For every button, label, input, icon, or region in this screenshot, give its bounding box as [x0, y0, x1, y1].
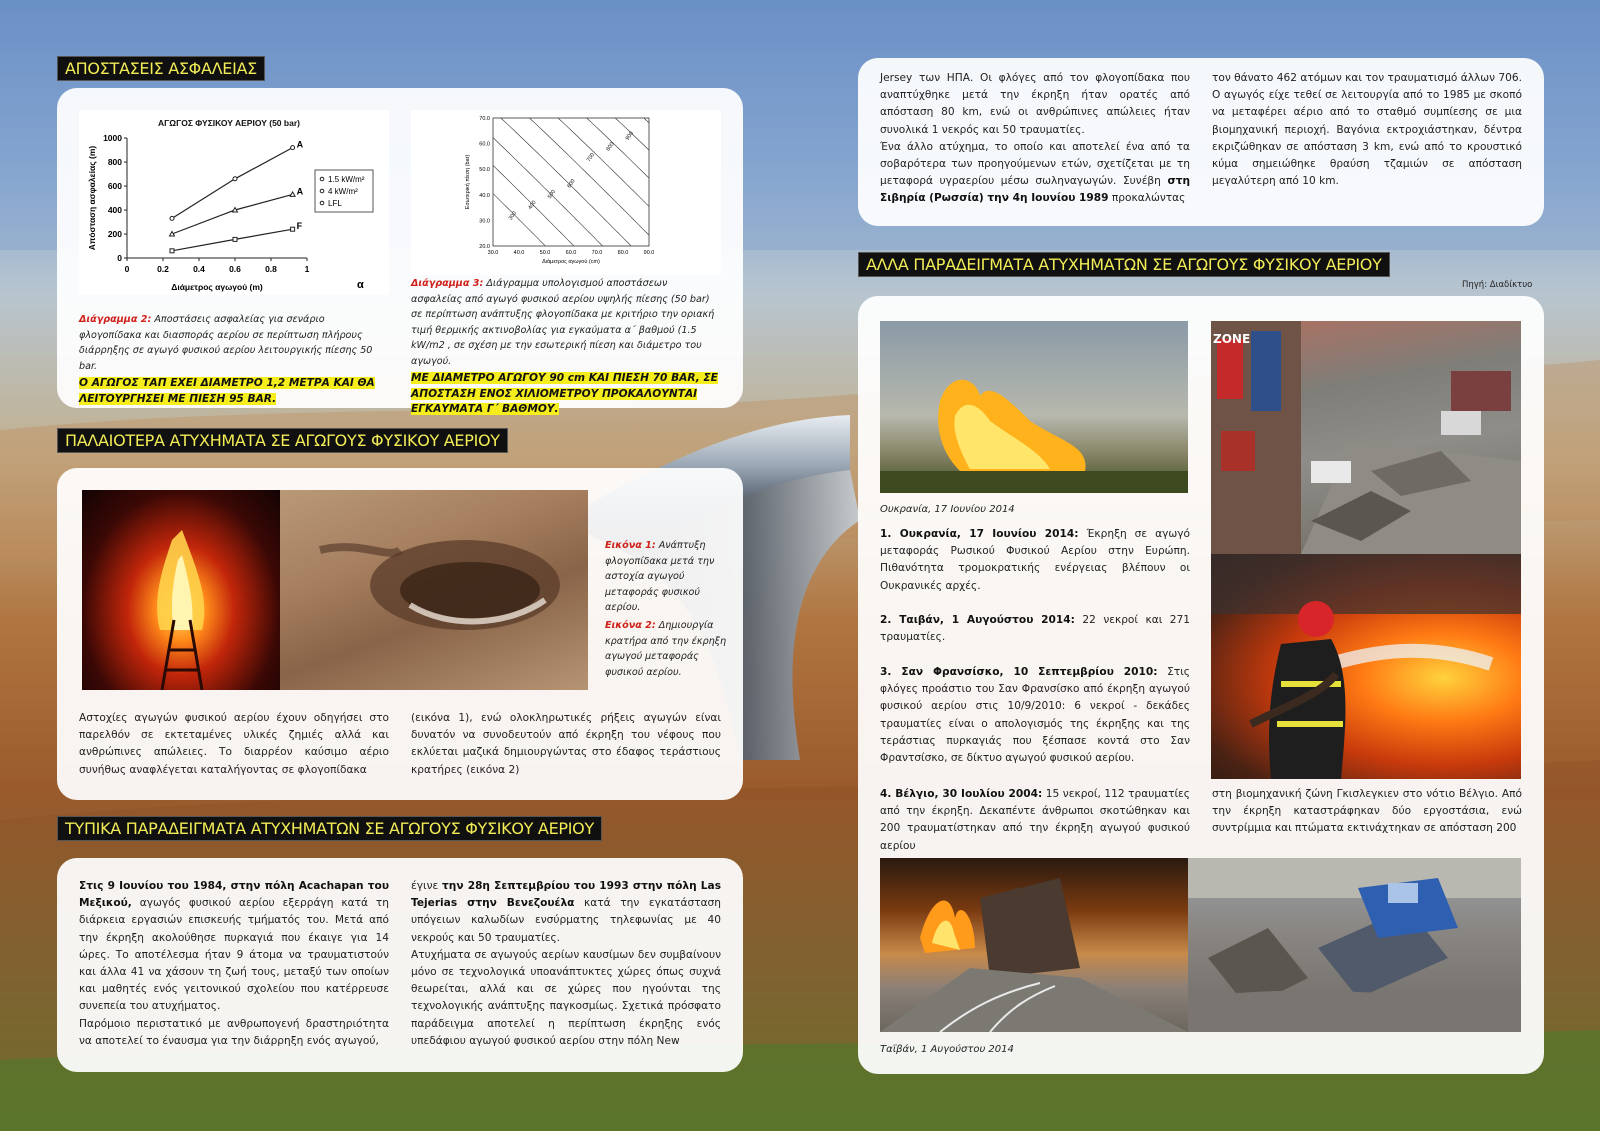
typical-p2: Παρόμοιο περιστατικό με ανθρωπογενή δραστηριότητα να αποτελεί το έναυσμα για την διάρρηξη ενός αγωγού,: [79, 1017, 389, 1047]
typical-examples-panel: [57, 858, 743, 1072]
heading-safety-distances: ΑΠΟΣΤΑΣΕΙΣ ΑΣΦΑΛΕΙΑΣ: [57, 56, 265, 81]
chart-1-legend-label: 1.5 kW/m²: [328, 175, 365, 184]
typical-p1-bold: Στις 9 Ιουνίου του 1984, στην πόλη Acachapan του Μεξικού,: [79, 880, 389, 910]
chart-2-contour-label: 600: [566, 178, 577, 190]
chart-2-contour-label: 300: [507, 210, 519, 222]
photo-taiwan-night-fire: [880, 858, 1188, 1032]
chart-2-ylabel: Εσωτερική πίεση (bar): [465, 154, 471, 210]
caption-ukraine: Ουκρανία, 17 Ιουνίου 2014: [880, 504, 1015, 515]
incident-1: [880, 526, 1190, 595]
typical-p3-bold: την 28η Σεπτεμβρίου του 1993 στην πόλη Las Tejerias στην Βενεζουέλα: [411, 880, 722, 910]
typical-p4: Ατυχήματα σε αγωγούς αερίων καυσίμων δεν συμβαίνουν μόνο σε τεχνολογικά υποανάπτυκτες χώρες όπως συχνά θεωρείται, αλλά και σε χώρες που ηγούνται της τεχνολογικής ανάπτυξης παγκοσμίως. Σχετικά πρόσφατο παράδειγμα αποτελεί η περίπτωση έκρηξης ενός υπεδάφιου αγωγού φυσικού αερίου στην πόλη New: [411, 948, 721, 1047]
top-right-col1: [880, 70, 1190, 208]
typical-p3-rest: κατά την εγκατάσταση υπόγειων καλωδίων ενσύρματης τηλεφωνίας με 40 νεκρούς και 50 τραυματίες.: [411, 897, 721, 944]
chart-1-legend-marker: [320, 201, 324, 205]
chart-1-legend-marker: [320, 177, 324, 181]
photo-crater: [280, 490, 588, 690]
chart-2-xtick-label: 50.0: [539, 250, 551, 256]
heading-other-examples: ΑΛΛΑ ΠΑΡΑΔΕΙΓΜΑΤΑ ΑΤΥΧΗΜΑΤΩΝ ΣΕ ΑΓΩΓΟΥΣ ΦΥΣΙΚΟΥ ΑΕΡΙΟΥ: [858, 252, 1390, 277]
chart-1-ytick-label: 600: [107, 181, 122, 191]
chart-diagram-3: [411, 110, 721, 275]
chart-1-end-label: A: [296, 139, 304, 150]
incident-1-text: Έκρηξη σε αγωγό μεταφοράς Ρωσικού Φυσικού Αερίου στην Ευρώπη. Πιθανότητα τρομοκρατικής ενέργειας βλέπουν οι Ουκρανικές αρχές.: [880, 528, 1190, 592]
chart-1-point: [233, 177, 237, 181]
chart-2-xtick-label: 70.0: [591, 250, 603, 256]
photo-taiwan-truck: [1188, 858, 1521, 1032]
caption-image-2-label: Εικόνα 2:: [605, 620, 656, 631]
top-right-col1-a: Jersey των ΗΠΑ. Οι φλόγες από τον φλογοπίδακα που αναπτύχθηκε μετά την έκρηξη ήταν ορατές από απόσταση 80 km, ενώ οι ανθρώπινες απώλειες ήταν συνολικά 1 νεκρός και 50 τραυματίες.: [880, 72, 1190, 136]
photo-taiwan-street: [1211, 321, 1521, 554]
typical-text-col2: [411, 878, 721, 1050]
chart-1-xtick-label: 0.4: [193, 264, 205, 274]
older-accidents-panel: [57, 468, 743, 800]
caption-image-1-text: Ανάπτυξη φλογοπίδακα μετά την αστοχία αγωγού μεταφοράς φυσικού αερίου.: [605, 540, 715, 613]
chart-2-contour-line: [493, 110, 649, 123]
typical-p3-pre: έγινε: [411, 880, 443, 892]
incident-4-title: 4. Βέλγιο, 30 Ιουλίου 2004:: [880, 788, 1043, 800]
chart-1-point: [233, 237, 237, 241]
chart-2-xtick-label: 80.0: [617, 250, 629, 256]
typical-text-col1: [79, 878, 389, 1050]
chart-diagram-2: [79, 110, 389, 295]
caption-diagram-3-label: Διάγραμμα 3:: [411, 278, 484, 289]
caption-diagram-2: [79, 312, 389, 407]
chart-2-xtick-label: 40.0: [513, 250, 525, 256]
caption-diagram-2-label: Διάγραμμα 2:: [79, 314, 152, 325]
caption-image-2-text: Δημιουργία κρατήρα από την έκρηξη αγωγού μεταφοράς φυσικού αερίου.: [605, 620, 727, 678]
chart-1-point: [291, 227, 295, 231]
chart-1-title: ΑΓΩΓΟΣ ΦΥΣΙΚΟΥ ΑΕΡΙΟΥ (50 bar): [158, 118, 300, 128]
chart-1-ytick-label: 800: [107, 157, 122, 167]
top-right-col1-bold: στη Σιβηρία (Ρωσσία) την 4η Ιουνίου 1989: [880, 175, 1190, 205]
chart-1-xlabel: Διάμετρος αγωγού (m): [171, 282, 263, 292]
belgium-continuation: στη βιομηχανική ζώνη Γκισλεγκιεν στο νότιο Βέλγιο. Από την έκρηξη καταστράφηκαν δύο εργοστάσια, ενώ συντρίμμια και πτώματα εκτινάχτηκαν σε απόσταση 200: [1212, 788, 1522, 835]
chart-1-ytick-label: 1000: [103, 133, 122, 143]
chart-1-end-label: F: [296, 221, 303, 232]
photo-firefighter: [1211, 554, 1521, 779]
chart-2-xtick-label: 90.0: [643, 250, 655, 256]
incident-4-text: 15 νεκροί, 112 τραυματίες από την έκρηξη. Δεκαπέντε άνθρωποι σκοτώθηκαν και 200 τραυματίστηκαν από την έκρηξη αγωγού φυσικού αερίου: [880, 788, 1190, 852]
chart-1-point: [170, 249, 174, 253]
top-right-col1-end: προκαλώντας: [1108, 192, 1186, 205]
chart-2-contour-label: 900: [624, 130, 636, 142]
chart-2-ytick-label: 40.0: [479, 192, 490, 199]
chart-2-ytick-label: 50.0: [479, 167, 490, 174]
chart-2-ytick-label: 30.0: [479, 218, 490, 225]
caption-image-1-label: Εικόνα 1:: [605, 540, 656, 551]
chart-1-ytick-label: 200: [107, 229, 122, 239]
chart-1-series-line-2: [172, 229, 293, 251]
older-text-col2: (εικόνα 1), ενώ ολοκληρωτικές ρήξεις αγωγών είναι δυνατόν να συνοδευτούν από έκρηξη του νέφους που εκλύεται μαζικά δημιουργώντας στο έδαφος τεράστιους κρατήρες (εικόνα 2): [411, 712, 721, 776]
chart-1-ytick-label: 400: [107, 205, 122, 215]
chart-1-point: [170, 232, 175, 237]
incident-2-title: 2. Ταιβάν, 1 Αυγούστου 2014:: [880, 614, 1075, 626]
safety-panel: [57, 88, 743, 415]
incident-2-text: 22 νεκροί και 271 τραυματίες.: [880, 614, 1190, 644]
chart-1-legend-label: LFL: [328, 199, 342, 208]
chart-1-ytick-label: 0: [117, 253, 122, 263]
chart-1-alpha-label: α: [357, 279, 364, 291]
fire-jet-shape: [82, 490, 280, 690]
chart-1-xtick-label: 0.8: [265, 264, 277, 274]
taiwan-street-scene: [1211, 321, 1521, 554]
chart-1-point: [233, 208, 238, 213]
chart-2-contour-label: 400: [527, 199, 538, 211]
heading-older-accidents: ΠΑΛΑΙΟΤΕΡΑ ΑΤΥΧΗΜΑΤΑ ΣΕ ΑΓΩΓΟΥΣ ΦΥΣΙΚΟΥ ΑΕΡΙΟΥ: [57, 428, 508, 453]
chart-1-xtick-label: 1: [304, 264, 310, 274]
chart-2-contour-label: 800: [605, 141, 616, 153]
chart-2-contour-label: 500: [546, 189, 558, 201]
chart-1-series-line-1: [172, 194, 293, 234]
top-right-col1-b: Ένα άλλο ατύχημα, το οποίο και αποτελεί ένα από τα σοβαρότερα των προηγούμενων ετών, σχετίζεται με τη μεταφορά υγραερίου μέσω σωληναγωγών. Συνέβη: [880, 140, 1190, 188]
top-right-panel: [858, 58, 1544, 226]
highlight-tap-pipeline: Ο ΑΓΩΓΟΣ ΤΑΠ ΕΧΕΙ ΔΙΑΜΕΤΡΟ 1,2 ΜΕΤΡΑ ΚΑΙ ΘΑ ΛΕΙΤΟΥΡΓΗΣΕΙ ΜΕ ΠΙΕΣΗ 95 BAR.: [79, 377, 375, 405]
other-examples-panel: [858, 296, 1544, 1074]
taiwan-truck-scene: [1188, 858, 1521, 1032]
incident-3-text: Στις φλόγες προάστιο του Σαν Φρανσίσκο από έκρηξη αγωγού φυσικού αερίου στις 10/9/2010: 6 νεκροί - δεκάδες τραυματίες είναι ο απολογισμός της έκρηξης και της τεράστιας πυρκαγιάς που ξέσπασε κοντά στο Σαν Φραντσίσκο, σε δίκτυο αγωγού φυσικού αερίου.: [880, 666, 1191, 765]
highlight-third-degree-burns: ΜΕ ΔΙΑΜΕΤΡΟ ΑΓΩΓΟΥ 90 cm ΚΑΙ ΠΙΕΣΗ 70 BAR, ΣΕ ΑΠΟΣΤΑΣΗ ΕΝΟΣ ΧΙΛΙΟΜΕΤΡΟΥ ΠΡΟΚΑΛΟΥΝΤΑΙ ΕΓΚΑΥΜΑΤΑ Γ΄ ΒΑΘΜΟΥ.: [411, 372, 718, 415]
chart-2-contour-line: [493, 110, 649, 178]
photo-ukraine-fire: [880, 321, 1188, 493]
chart-1-xtick-label: 0.2: [157, 264, 169, 274]
chart-1-legend-label: 4 kW/m²: [328, 187, 358, 196]
chart-1-end-label: A: [296, 186, 304, 197]
chart-1-ylabel: Απόσταση ασφαλείας (m): [87, 145, 97, 251]
firefighter-scene: [1211, 554, 1521, 779]
older-text-col1: Αστοχίες αγωγών φυσικού αερίου έχουν οδηγήσει στο παρελθόν σε εκτεταμένες υλικές ζημιές αλλά και ανθρώπινες απώλειες. Το διαρρέον καύσιμο αέριο συνήθως αναφλέγεται καταλήγοντας σε φλογοπίδακα: [79, 712, 389, 776]
incident-2: [880, 612, 1190, 646]
incident-4: [880, 786, 1190, 855]
chart-1-point: [291, 146, 295, 150]
caption-image-2: [605, 618, 733, 680]
caption-diagram-2-text: Αποστάσεις ασφαλείας για σενάριο φλογοπίδακα και διασποράς αερίου σε περίπτωση πλήρους διάρρηξης σε αγωγό φυσικού αερίου λειτουργικής πίεσης 50 bar.: [79, 314, 373, 372]
zone-sign: ZONE: [1213, 332, 1251, 346]
chart-2-xlabel: Διάμετρος αγωγού (cm): [542, 259, 600, 265]
caption-image-1: [605, 538, 733, 616]
chart-diagram-2-svg: [79, 110, 389, 295]
top-right-col2: τον θάνατο 462 ατόμων και τον τραυματισμό άλλων 706. Ο αγωγός είχε τεθεί σε λειτουργία από το 1985 με σκοπό να μεταφέρει αέριο από το σταθμό συμπίεσης σε μια βιομηχανική περιοχή. Βαγόνια εκτροχιάστηκαν, δέντρα εκριζώθηκαν σε απόσταση 3 km, ενώ από το κρουστικό κύμα σημειώθηκε θραύση τζαμιών σε απόσταση μεγαλύτερη από 10 km.: [1212, 72, 1522, 188]
chart-1-legend-marker: [320, 189, 324, 193]
incident-3-title: 3. Σαν Φρανσίσκο, 10 Σεπτεμβρίου 2010:: [880, 666, 1158, 678]
chart-2-ytick-label: 20.0: [479, 244, 490, 250]
chart-2-xtick-label: 30.0: [487, 250, 499, 256]
ukraine-fireball: [880, 321, 1188, 493]
chart-2-xtick-label: 60.0: [565, 250, 577, 256]
chart-1-point: [170, 216, 174, 220]
chart-1-series-line-0: [172, 148, 293, 219]
incident-3: [880, 664, 1190, 767]
source-credit: Πηγή: Διαδίκτυο: [1462, 280, 1533, 290]
heading-typical-examples: ΤΥΠΙΚΑ ΠΑΡΑΔΕΙΓΜΑΤΑ ΑΤΥΧΗΜΑΤΩΝ ΣΕ ΑΓΩΓΟΥΣ ΦΥΣΙΚΟΥ ΑΕΡΙΟΥ: [57, 816, 602, 841]
crater-shape: [280, 490, 588, 690]
taiwan-night-scene: [880, 858, 1188, 1032]
incident-1-title: 1. Ουκρανία, 17 Ιουνίου 2014:: [880, 528, 1079, 540]
typical-p1-rest: αγωγός φυσικού αερίου εξερράγη κατά τη διάρκεια εργασιών επισκευής τμήματός του. Μετά από την έκρηξη ακολούθησε πυρκαγιά που έκαιγε για 14 ώρες. Το αποτέλεσμα ήταν 9 άτομα να τραυματιστούν και άλλα 41 να χάσουν τη ζωή τους, μεταξύ των οποίων και μαθητές ενός γειτονικού σχολείου που κατέρρευσε συνεπεία του ατυχήματος.: [79, 897, 389, 1013]
caption-diagram-3: [411, 276, 721, 418]
chart-2-ytick-label: 70.0: [479, 116, 490, 122]
chart-2-contour-label: 700: [585, 152, 597, 164]
caption-taiwan: Ταϊβάν, 1 Αυγούστου 2014: [880, 1044, 1014, 1055]
chart-1-xtick-label: 0.6: [229, 264, 241, 274]
chart-1-xtick-label: 0: [124, 264, 130, 274]
caption-diagram-3-text: Διάγραμμα υπολογισμού αποστάσεων ασφαλείας από αγωγό φυσικού αερίου υψηλής πίεσης (50 bar) σε περίπτωση ανάπτυξης φλογοπίδακα με κριτήριο την οριακή τιμή θερμικής ακτινοβολίας για εγκαύματα α΄ βαθμού (1.5 kW/m2 , σε σχέση με την εσωτερική πίεση και διάμετρο του αγωγού.: [411, 278, 715, 367]
chart-diagram-3-svg: [411, 110, 721, 275]
photo-fire-jet: [82, 490, 280, 690]
chart-2-ytick-label: 60.0: [479, 141, 490, 148]
chart-2-contour-line: [493, 110, 649, 206]
chart-1-point: [290, 192, 295, 197]
